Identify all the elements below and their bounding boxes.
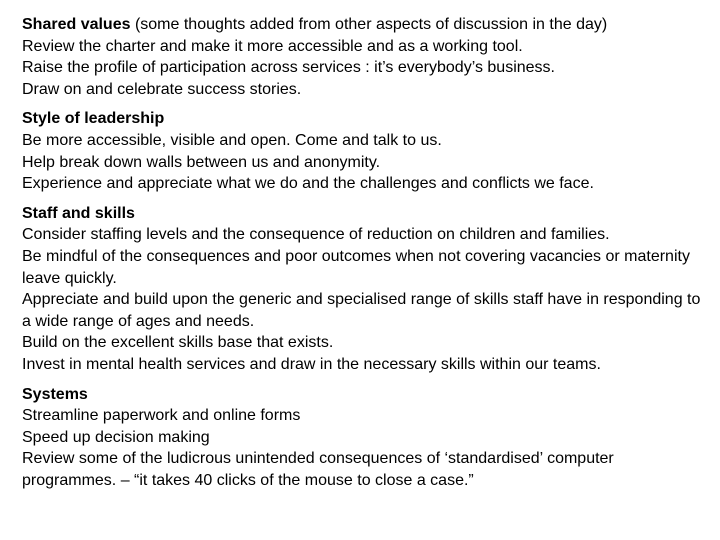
document-page: [22, 14, 712, 491]
section-line: Be mindful of the consequences and poor outcomes when not covering vacancies or maternity leave quickly.: [22, 247, 690, 287]
section-style-of-leadership: [22, 108, 712, 194]
section-line: Be more accessible, visible and open. Come and talk to us.: [22, 131, 442, 149]
section-heading: Systems: [22, 385, 88, 403]
section-staff-and-skills: [22, 203, 712, 376]
section-line: Raise the profile of participation across services : it’s everybody’s business.: [22, 59, 555, 77]
section-shared-values: [22, 14, 712, 100]
section-line: Experience and appreciate what we do and the challenges and conflicts we face.: [22, 175, 594, 193]
section-line: Speed up decision making: [22, 428, 210, 446]
section-heading: Shared values: [22, 16, 131, 33]
section-line: Help break down walls between us and anonymity.: [22, 153, 381, 171]
section-systems: [22, 384, 712, 492]
section-heading-line: [22, 14, 712, 36]
section-line: Build on the excellent skills base that exists.: [22, 334, 334, 352]
section-line: Streamline paperwork and online forms: [22, 407, 301, 425]
section-heading: Staff and skills: [22, 204, 135, 222]
section-heading-note: (some thoughts added from other aspects of discussion in the day): [130, 16, 608, 33]
section-line: Appreciate and build upon the generic and specialised range of skills staff have in responding to a wide range of ages and needs.: [22, 291, 701, 330]
section-line: Review the charter and make it more accessible and as a working tool.: [22, 37, 523, 55]
section-line: Draw on and celebrate success stories.: [22, 80, 302, 98]
section-heading: Style of leadership: [22, 110, 165, 128]
section-line: Review some of the ludicrous unintended consequences of ‘standardised’ computer programmes. – “it takes 40 clicks of the mouse to close a case.”: [22, 450, 614, 489]
section-line: Consider staffing levels and the consequence of reduction on children and families.: [22, 226, 610, 244]
section-line: Invest in mental health services and draw in the necessary skills within our teams.: [22, 355, 601, 373]
